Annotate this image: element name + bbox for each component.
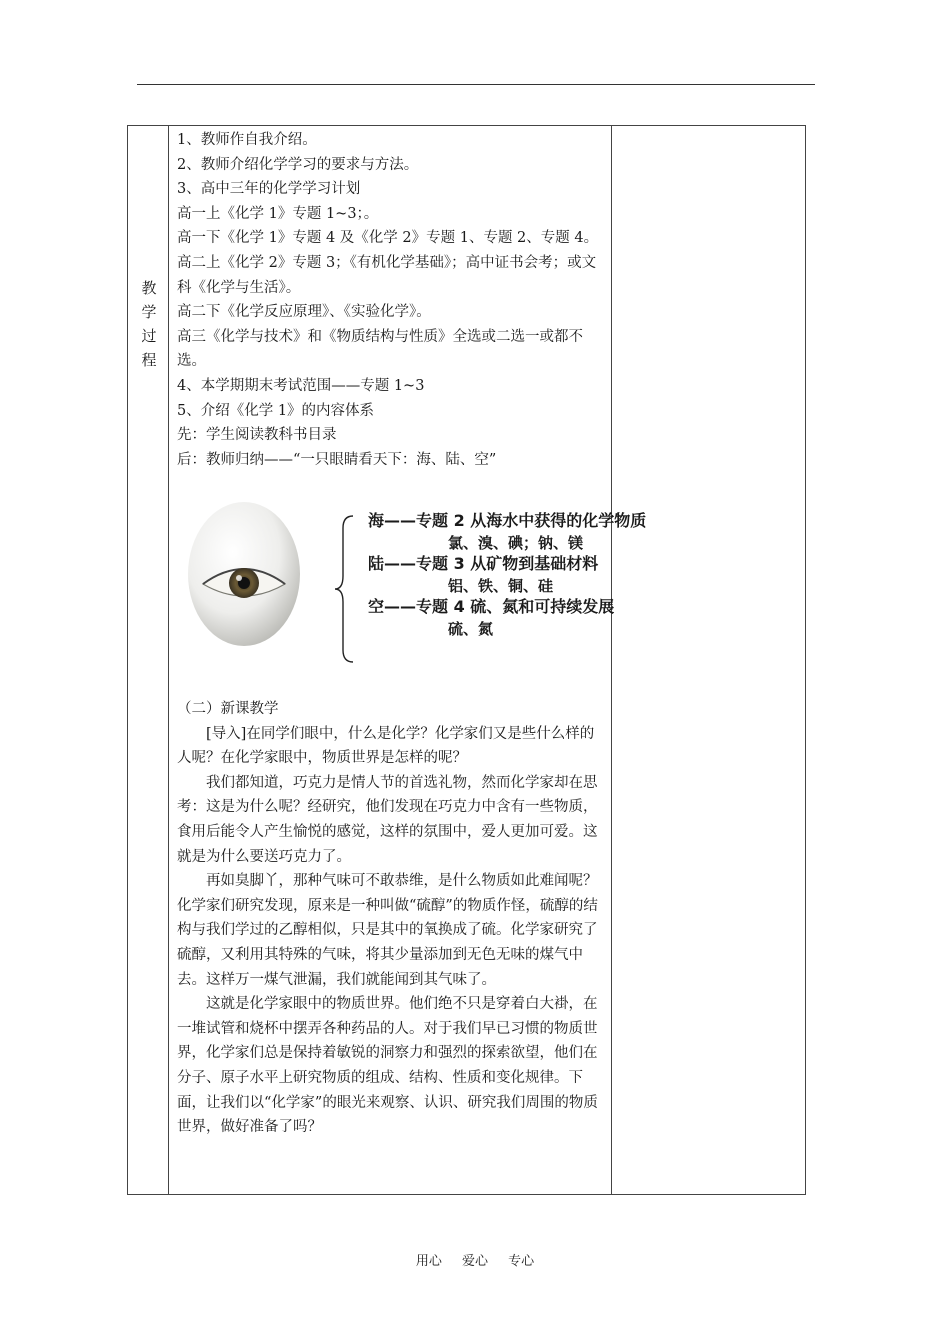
intro-line: 先：学生阅读教科书目录 (177, 427, 337, 444)
footer-item: 用心 (415, 1254, 442, 1269)
footer-item: 专心 (508, 1254, 535, 1269)
intro-line: 3、高中三年的化学学习计划 (177, 181, 361, 198)
intro-line: 高三《化学与技术》和《物质结构与性质》全选或二选一或都不选。 (177, 328, 583, 370)
topic-sea: 海——专题 2 从海水中获得的化学物质 (368, 511, 647, 530)
paragraph: 我们都知道，巧克力是情人节的首选礼物，然而化学家却在思考：这是为什么呢？经研究，他们发现在巧克力中含有一些物质，食用后能令人产生愉悦的感觉，这样的氛围中，爱人更加可爱。这就是为什么要送巧克力了。 (177, 774, 598, 865)
row-label-char: 学 (141, 303, 157, 321)
header-rule (137, 84, 815, 85)
row-label-char: 过 (141, 327, 157, 345)
intro-list (177, 128, 607, 472)
new-lesson-section (177, 697, 607, 1140)
paragraph: [导入]在同学们眼中，什么是化学？化学家们又是些什么样的人呢？在化学家眼中，物质世界是怎样的呢？ (177, 725, 595, 767)
intro-line: 2、教师介绍化学学习的要求与方法。 (177, 156, 419, 173)
row-label-char: 程 (141, 351, 157, 369)
intro-line: 5、介绍《化学 1》的内容体系 (177, 402, 375, 419)
section-title: （二）新课教学 (177, 701, 279, 717)
column-divider (168, 126, 169, 1194)
page-footer (0, 1250, 950, 1269)
topic-air: 空——专题 4 硫、氮和可持续发展 (368, 597, 615, 616)
intro-line: 高一下《化学 1》专题 4 及《化学 2》专题 1、专题 2、专题 4。 (177, 230, 599, 247)
topic-sea-elements: 氯、溴、碘；钠、镁 (448, 534, 584, 552)
intro-line: 1、教师作自我介绍。 (177, 132, 317, 148)
paragraph: 再如臭脚丫，那种气味可不敢恭维，是什么物质如此难闻呢？化学家们研究发现，原来是一种叫做“硫醇”的物质作怪，硫醇的结构与我们学过的乙醇相似，只是其中的氧换成了硫。化学家研究了硫醇，又利用其特殊的气味，将其少量添加到无色无味的煤气中去。这样万一煤气泄漏，我们就能闻到其气味了。 (177, 873, 598, 988)
row-label-teaching-process (138, 276, 160, 372)
left-brace (333, 514, 355, 664)
lesson-table (127, 125, 806, 1195)
intro-line: 高二上《化学 2》专题 3；《有机化学基础》；高中证书会考；或文科《化学与生活》。 (177, 254, 597, 296)
topic-land-elements: 铝、铁、铜、硅 (448, 577, 554, 595)
footer-item: 爱心 (461, 1254, 488, 1269)
one-eye-figure (185, 496, 647, 666)
intro-line: 4、本学期期末考试范围——专题 1~3 (177, 377, 425, 394)
paragraph: 这就是化学家眼中的物质世界。他们绝不只是穿着白大褂，在一堆试管和烧杯中摆弄各种药品的人。对于我们早已习惯的物质世界，化学家们总是保持着敏锐的洞察力和强烈的探索欲望，他们在分子、原子水平上研究物质的组成、结构、性质和变化规律。下面，让我们以“化学家”的眼光来观察、认识、研究我们周围的物质世界，做好准备了吗？ (177, 996, 598, 1136)
intro-line: 高一上《化学 1》专题 1~3；。 (177, 205, 379, 222)
intro-line: 高二下《化学反应原理》、《实验化学》。 (177, 304, 431, 321)
intro-line: 后：教师归纳——“一只眼睛看天下：海、陆、空” (177, 451, 497, 468)
row-label-char: 教 (141, 279, 157, 297)
eye-egg-image (185, 496, 303, 648)
topic-air-elements: 硫、氮 (448, 620, 494, 638)
topic-land: 陆——专题 3 从矿物到基础材料 (368, 554, 599, 573)
